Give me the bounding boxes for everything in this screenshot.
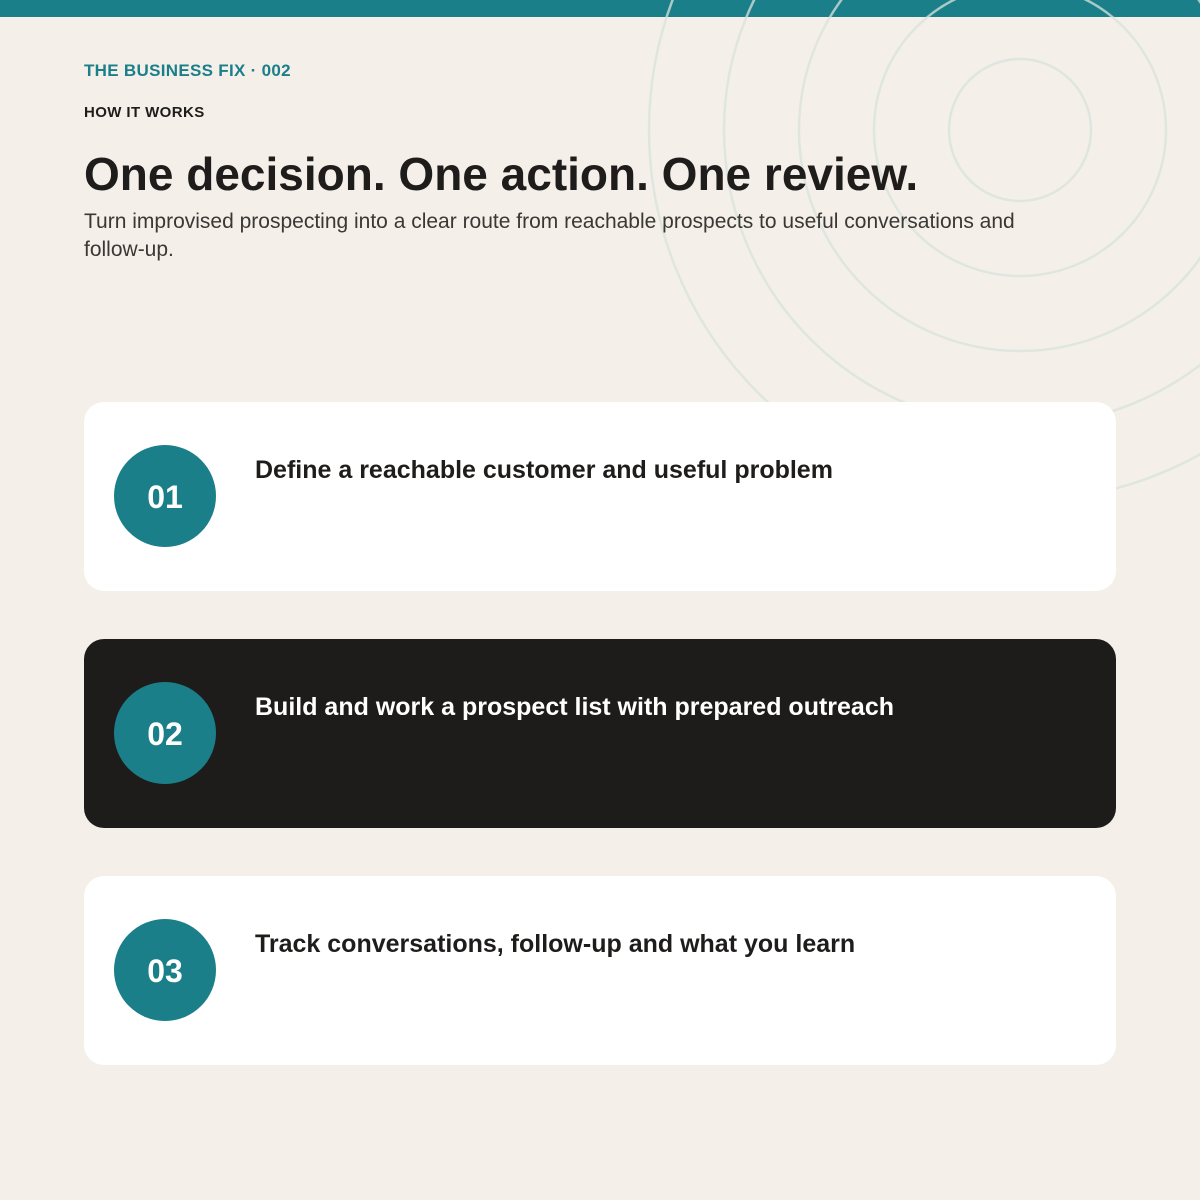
step-card-3	[84, 876, 1116, 1065]
step-title: Build and work a prospect list with prepared outreach	[255, 693, 895, 721]
top-accent-bar	[0, 0, 1200, 17]
series-tag: THE BUSINESS FIX · 002	[84, 61, 291, 80]
step-card-1	[84, 402, 1116, 591]
step-number-badge: 02	[114, 682, 216, 784]
step-title: Define a reachable customer and useful problem	[255, 456, 833, 484]
step-number-badge: 01	[114, 445, 216, 547]
page-subtitle: Turn improvised prospecting into a clear route from reachable prospects to useful conversations and follow-up.	[84, 210, 1015, 261]
page-title: One decision. One action. One review.	[84, 148, 919, 200]
section-label: HOW IT WORKS	[84, 104, 205, 121]
step-title: Track conversations, follow-up and what you learn	[255, 930, 856, 958]
step-number-badge: 03	[114, 919, 216, 1021]
step-card-2	[84, 639, 1116, 828]
